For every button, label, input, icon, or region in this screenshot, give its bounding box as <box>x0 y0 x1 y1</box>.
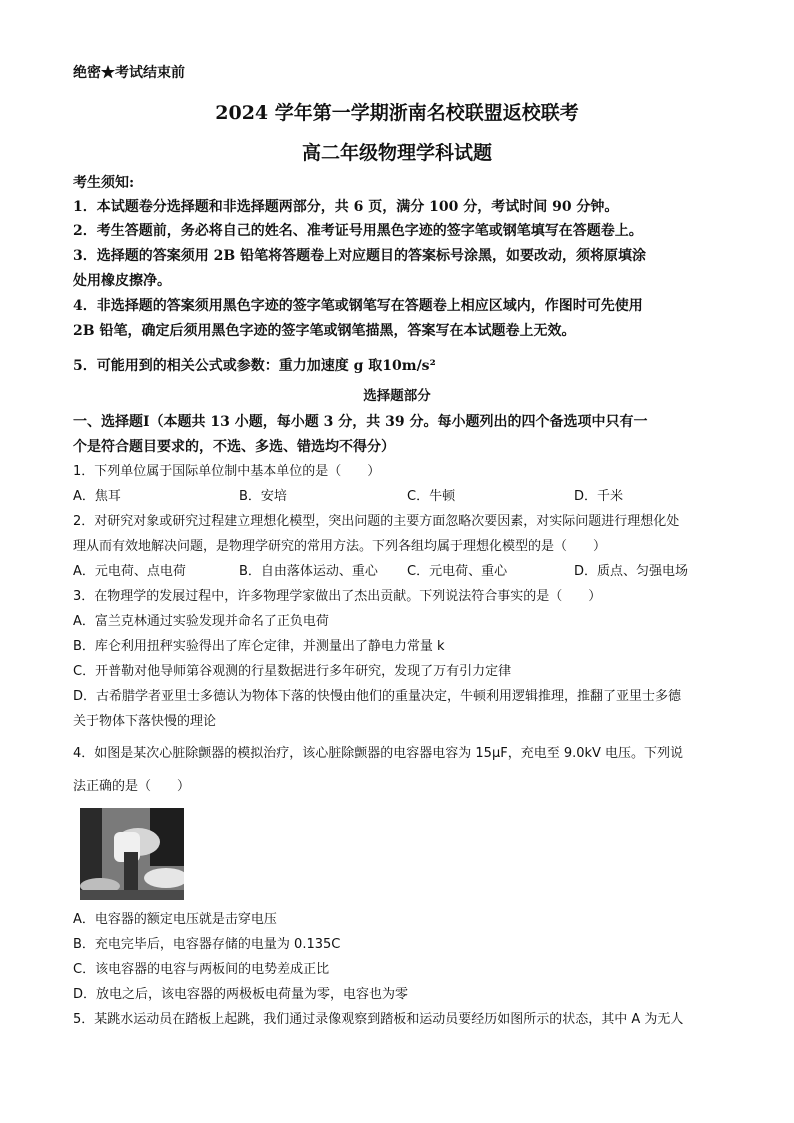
notice-item: 处用橡皮擦净。 <box>73 273 171 289</box>
option-d: D．古希腊学者亚里士多德认为物体下落的快慢由他们的重量决定，牛顿利用逻辑推理，推翻了亚里士多德 <box>73 689 682 704</box>
option-d: D．质点、匀强电场 <box>574 564 689 579</box>
part-instructions: 一、选择题Ⅰ（本题共 13 小题，每小题 3 分，共 39 分。每小题列出的四个备选项中只有一 <box>73 414 648 430</box>
notice-item: 2．考生答题前，务必将自己的姓名、准考证号用黑色字迹的签字笔或钢笔填写在答题卷上。 <box>73 223 643 239</box>
question-5-stem: 5．某跳水运动员在踏板上起跳，我们通过录像观察到踏板和运动员要经历如图所示的状态，其中 A 为无人 <box>73 1012 684 1027</box>
option-c: C．元电荷、重心 <box>407 564 508 579</box>
section-title: 选择题部分 <box>363 388 431 404</box>
option-d: D．放电之后，该电容器的两极板电荷量为零，电容也为零 <box>73 987 409 1002</box>
question-3-stem: 3．在物理学的发展过程中，许多物理学家做出了杰出贡献。下列说法符合事实的是（ ） <box>73 589 602 604</box>
part-instructions: 个是符合题目要求的，不选、多选、错选均不得分） <box>73 439 395 455</box>
option-a: A．富兰克林通过实验发现并命名了正负电荷 <box>73 614 329 629</box>
option-d: D．千米 <box>574 489 624 504</box>
notice-item: 1．本试题卷分选择题和非选择题两部分，共 6 页，满分 100 分，考试时间 90 分钟。 <box>73 199 619 215</box>
question-2-stem: 2．对研究对象或研究过程建立理想化模型，突出问题的主要方面忽略次要因素，对实际问题进行理想化处 <box>73 514 680 529</box>
question-4-stem: 法正确的是（ ） <box>73 779 191 794</box>
notice-item: 5．可能用到的相关公式或参数：重力加速度 g 取10m/s² <box>73 358 436 374</box>
exam-subtitle: 高二年级物理学科试题 <box>301 142 492 164</box>
notice-heading: 考生须知: <box>73 175 135 191</box>
option-b: B．库仑利用扭秤实验得出了库仑定律，并测量出了静电力常量 k <box>73 639 445 654</box>
question-1-options <box>73 486 723 508</box>
question-2-options <box>73 561 723 583</box>
option-a: A．元电荷、点电荷 <box>73 564 186 579</box>
question-1-stem: 1．下列单位属于国际单位制中基本单位的是（ ） <box>73 464 381 479</box>
notice-item: 4．非选择题的答案须用黑色字迹的签字笔或钢笔写在答题卷上相应区域内，作图时可先使用 <box>73 298 643 314</box>
question-2-stem: 理从而有效地解决问题，是物理学研究的常用方法。下列各组均属于理想化模型的是（ ） <box>73 539 607 554</box>
option-b: B．充电完毕后，电容器存储的电量为 0.135C <box>73 937 341 952</box>
option-b: B．安培 <box>239 489 287 504</box>
option-b: B．自由落体运动、重心 <box>239 564 378 579</box>
option-a: A．焦耳 <box>73 489 121 504</box>
option-a: A．电容器的额定电压就是击穿电压 <box>73 912 277 927</box>
question-4-stem: 4．如图是某次心脏除颤器的模拟治疗，该心脏除颤器的电容器电容为 15μF，充电至 9.0kV 电压。下列说 <box>73 746 684 761</box>
option-c: C．开普勒对他导师第谷观测的行星数据进行多年研究，发现了万有引力定律 <box>73 664 512 679</box>
confidential-label: 绝密★考试结束前 <box>73 65 185 81</box>
exam-title: 2024 学年第一学期浙南名校联盟返校联考 <box>215 102 579 124</box>
notice-item: 3．选择题的答案须用 2B 铅笔将答题卷上对应题目的答案标号涂黑，如要改动，须将原填涂 <box>73 248 647 264</box>
notice-item: 2B 铅笔，确定后须用黑色字迹的签字笔或钢笔描黑，答案写在本试题卷上无效。 <box>73 323 576 339</box>
defibrillator-photo <box>80 808 184 900</box>
option-d-continued: 关于物体下落快慢的理论 <box>73 714 217 729</box>
option-c: C．该电容器的电容与两板间的电势差成正比 <box>73 962 330 977</box>
option-c: C．牛顿 <box>407 489 456 504</box>
